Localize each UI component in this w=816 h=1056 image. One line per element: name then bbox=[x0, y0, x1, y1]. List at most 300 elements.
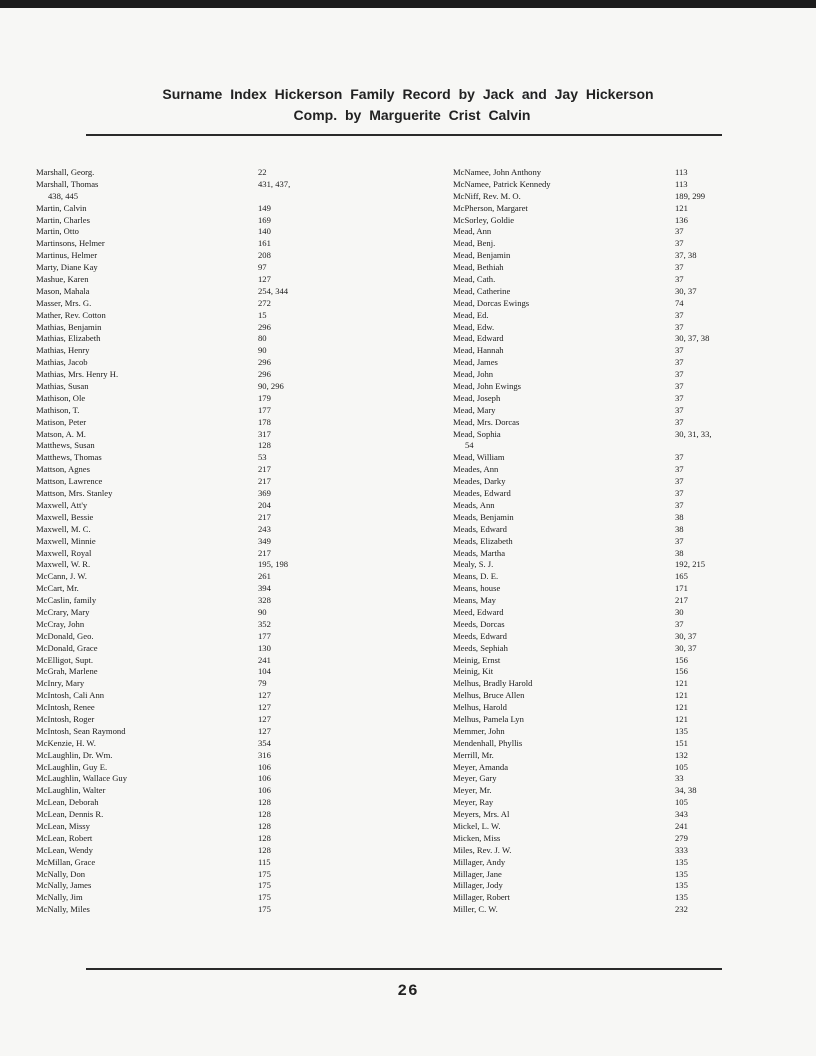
entry-pages: 37, 38 bbox=[675, 250, 697, 261]
entry-name: Mead, Mary bbox=[453, 404, 496, 415]
index-entry bbox=[36, 845, 376, 857]
entry-pages: 33 bbox=[675, 773, 684, 784]
index-entry bbox=[36, 167, 376, 179]
entry-pages: 128 bbox=[258, 797, 271, 808]
entry-pages: 37 bbox=[675, 262, 684, 273]
entry-name: Meads, Edward bbox=[453, 523, 507, 534]
index-entry bbox=[453, 357, 753, 369]
entry-pages: 175 bbox=[258, 892, 271, 903]
entry-name: Mead, Mrs. Dorcas bbox=[453, 416, 520, 427]
entry-name: Mathison, Ole bbox=[36, 392, 86, 403]
entry-name: Meyer, Mr. bbox=[453, 785, 492, 796]
index-entry bbox=[36, 238, 376, 250]
index-entry bbox=[36, 333, 376, 345]
index-entry bbox=[453, 226, 753, 238]
entry-pages: 135 bbox=[675, 868, 688, 879]
index-entry bbox=[453, 203, 753, 215]
index-entry bbox=[453, 595, 753, 607]
entry-pages: 204 bbox=[258, 499, 271, 510]
entry-pages: 30, 31, 33, bbox=[675, 428, 712, 439]
entry-pages: 106 bbox=[258, 761, 271, 772]
entry-name: Meyers, Mrs. Al bbox=[453, 809, 510, 820]
index-entry bbox=[36, 666, 376, 678]
entry-pages: 261 bbox=[258, 571, 271, 582]
entry-pages: 296 bbox=[258, 369, 271, 380]
entry-name: Mason, Mahala bbox=[36, 285, 90, 296]
index-entry bbox=[453, 559, 753, 571]
index-entry bbox=[36, 203, 376, 215]
index-entry bbox=[36, 393, 376, 405]
index-entry bbox=[36, 714, 376, 726]
entry-name: McElligot, Supt. bbox=[36, 654, 94, 665]
entry-name: McCann, J. W. bbox=[36, 571, 87, 582]
entry-pages: 279 bbox=[675, 832, 688, 843]
entry-pages: 272 bbox=[258, 297, 271, 308]
index-entry bbox=[36, 702, 376, 714]
entry-pages: 135 bbox=[675, 892, 688, 903]
entry-pages: 37 bbox=[675, 452, 684, 463]
entry-pages: 53 bbox=[258, 452, 267, 463]
entry-name: Mead, John bbox=[453, 369, 494, 380]
entry-pages: 38 bbox=[675, 547, 684, 558]
entry-name: McMillan, Grace bbox=[36, 856, 96, 867]
entry-pages: 317 bbox=[258, 428, 271, 439]
entry-pages: 127 bbox=[258, 274, 271, 285]
index-entry bbox=[453, 702, 753, 714]
index-entry bbox=[36, 892, 376, 904]
entry-pages: 128 bbox=[258, 440, 271, 451]
entry-name: Miller, C. W. bbox=[453, 904, 498, 915]
entry-pages: 128 bbox=[258, 844, 271, 855]
entry-name: Meads, Elizabeth bbox=[453, 535, 513, 546]
entry-pages: 121 bbox=[675, 202, 688, 213]
index-entry bbox=[453, 643, 753, 655]
entry-pages: 189, 299 bbox=[675, 190, 706, 201]
index-entry bbox=[36, 405, 376, 417]
entry-pages: 37 bbox=[675, 618, 684, 629]
entry-pages: 175 bbox=[258, 868, 271, 879]
index-entry bbox=[36, 678, 376, 690]
entry-name: Means, D. E. bbox=[453, 571, 499, 582]
entry-pages: 296 bbox=[258, 321, 271, 332]
entry-pages: 431, 437, bbox=[258, 178, 291, 189]
entry-pages: 127 bbox=[258, 690, 271, 701]
entry-pages: 37 bbox=[675, 464, 684, 475]
index-entry bbox=[453, 631, 753, 643]
entry-name: McIntosh, Roger bbox=[36, 713, 95, 724]
entry-pages: 37 bbox=[675, 488, 684, 499]
index-entry bbox=[453, 524, 753, 536]
entry-name: Meinig, Ernst bbox=[453, 654, 501, 665]
entry-pages: 113 bbox=[675, 178, 688, 189]
index-entry bbox=[453, 607, 753, 619]
index-entry bbox=[453, 417, 753, 429]
index-entry bbox=[453, 286, 753, 298]
index-entry bbox=[36, 619, 376, 631]
entry-pages: 135 bbox=[675, 880, 688, 891]
index-entry bbox=[36, 773, 376, 785]
entry-pages: 195, 198 bbox=[258, 559, 289, 570]
index-entry bbox=[36, 857, 376, 869]
entry-pages: 121 bbox=[675, 678, 688, 689]
entry-pages: 135 bbox=[675, 725, 688, 736]
entry-pages: 37 bbox=[675, 404, 684, 415]
index-entry bbox=[453, 345, 753, 357]
entry-name: McIntosh, Sean Raymond bbox=[36, 725, 126, 736]
index-entry bbox=[36, 631, 376, 643]
entry-pages: 130 bbox=[258, 642, 271, 653]
index-entry bbox=[36, 179, 376, 191]
page-number: 26 bbox=[397, 982, 419, 1000]
entry-name: Mead, Sophia bbox=[453, 428, 501, 439]
entry-pages: 369 bbox=[258, 488, 271, 499]
entry-name: Means, house bbox=[453, 583, 501, 594]
index-subtitle: Comp. by Marguerite Crist Calvin bbox=[293, 107, 531, 123]
entry-pages: 156 bbox=[675, 654, 688, 665]
entry-pages: 121 bbox=[675, 690, 688, 701]
index-entry bbox=[453, 238, 753, 250]
entry-pages: 128 bbox=[258, 809, 271, 820]
entry-pages: 140 bbox=[258, 226, 271, 237]
entry-name: McLean, Robert bbox=[36, 832, 93, 843]
index-title: Surname Index Hickerson Family Record by Jack and Jay Hickerson bbox=[162, 86, 654, 102]
index-entry bbox=[453, 536, 753, 548]
index-entry bbox=[453, 821, 753, 833]
entry-pages: 156 bbox=[675, 666, 688, 677]
entry-name: Meades, Edward bbox=[453, 488, 511, 499]
entry-name: McLaughlin, Wallace Guy bbox=[36, 773, 128, 784]
entry-name: McDonald, Geo. bbox=[36, 630, 94, 641]
index-entry bbox=[36, 904, 376, 916]
entry-name: Meeds, Dorcas bbox=[453, 618, 505, 629]
index-entry bbox=[453, 464, 753, 476]
entry-pages: 217 bbox=[258, 476, 271, 487]
entry-pages: 192, 215 bbox=[675, 559, 706, 570]
entry-name: Mattson, Lawrence bbox=[36, 476, 103, 487]
index-entry bbox=[36, 357, 376, 369]
entry-name: Mather, Rev. Cotton bbox=[36, 309, 106, 320]
entry-name: Mead, Cath. bbox=[453, 274, 496, 285]
index-entry bbox=[453, 322, 753, 334]
index-entry-continuation bbox=[453, 440, 753, 452]
index-entry bbox=[36, 821, 376, 833]
index-entry bbox=[453, 773, 753, 785]
index-entry bbox=[36, 726, 376, 738]
entry-name: McNally, Don bbox=[36, 868, 86, 879]
entry-pages: 34, 38 bbox=[675, 785, 697, 796]
entry-name: Matthews, Susan bbox=[36, 440, 95, 451]
index-entry bbox=[36, 797, 376, 809]
index-entry bbox=[36, 524, 376, 536]
index-entry bbox=[36, 452, 376, 464]
entry-name: McNally, Miles bbox=[36, 904, 90, 915]
index-entry bbox=[453, 785, 753, 797]
index-entry bbox=[453, 726, 753, 738]
entry-name: McNally, James bbox=[36, 880, 92, 891]
index-entry bbox=[453, 250, 753, 262]
entry-pages: 30, 37 bbox=[675, 285, 697, 296]
entry-pages: 243 bbox=[258, 523, 271, 534]
entry-pages: 97 bbox=[258, 262, 267, 273]
entry-name: Mead, Benj. bbox=[453, 238, 496, 249]
index-entry bbox=[453, 571, 753, 583]
index-entry bbox=[36, 488, 376, 500]
entry-name: Meads, Ann bbox=[453, 499, 495, 510]
entry-name: Merrill, Mr. bbox=[453, 749, 494, 760]
entry-name: McLean, Missy bbox=[36, 820, 90, 831]
entry-name: Mead, William bbox=[453, 452, 505, 463]
index-entry bbox=[36, 417, 376, 429]
entry-name: Means, May bbox=[453, 595, 496, 606]
index-entry bbox=[36, 500, 376, 512]
entry-name: Matson, A. M. bbox=[36, 428, 86, 439]
entry-pages: 37 bbox=[675, 321, 684, 332]
entry-name: Mead, Edward bbox=[453, 333, 504, 344]
index-entry bbox=[453, 678, 753, 690]
entry-name: Melhus, Harold bbox=[453, 702, 507, 713]
entry-name: Mead, Bethiah bbox=[453, 262, 504, 273]
entry-name: McSorley, Goldie bbox=[453, 214, 515, 225]
entry-name: Meades, Darky bbox=[453, 476, 506, 487]
entry-name: Mead, John Ewings bbox=[453, 381, 522, 392]
entry-pages: 354 bbox=[258, 737, 271, 748]
entry-pages: 37 bbox=[675, 369, 684, 380]
index-entry bbox=[36, 738, 376, 750]
index-entry bbox=[453, 880, 753, 892]
index-entry bbox=[453, 298, 753, 310]
index-entry bbox=[36, 345, 376, 357]
entry-name: Martin, Calvin bbox=[36, 202, 87, 213]
entry-pages: 121 bbox=[675, 702, 688, 713]
entry-name: Meades, Ann bbox=[453, 464, 499, 475]
entry-name: McCray, John bbox=[36, 618, 85, 629]
index-entry bbox=[36, 833, 376, 845]
entry-name: Meed, Edward bbox=[453, 606, 504, 617]
index-entry bbox=[36, 643, 376, 655]
entry-name: Mathison, T. bbox=[36, 404, 80, 415]
entry-name: McLean, Dennis R. bbox=[36, 809, 104, 820]
entry-pages: 165 bbox=[675, 571, 688, 582]
index-entry bbox=[453, 762, 753, 774]
index-entry bbox=[36, 476, 376, 488]
entry-pages: 217 bbox=[258, 464, 271, 475]
entry-name: Mead, Dorcas Ewings bbox=[453, 297, 530, 308]
entry-name: Millager, Andy bbox=[453, 856, 506, 867]
entry-name: McLaughlin, Guy E. bbox=[36, 761, 108, 772]
entry-name: Millager, Robert bbox=[453, 892, 510, 903]
entry-name: Martin, Otto bbox=[36, 226, 79, 237]
entry-name: Maxwell, Bessie bbox=[36, 511, 94, 522]
index-entry bbox=[453, 381, 753, 393]
index-entry bbox=[36, 869, 376, 881]
entry-pages: 37 bbox=[675, 499, 684, 510]
entry-name: McDonald, Grace bbox=[36, 642, 98, 653]
entry-pages: 217 bbox=[258, 511, 271, 522]
index-entry bbox=[36, 690, 376, 702]
entry-pages: 90, 296 bbox=[258, 381, 284, 392]
entry-name: McCrary, Mary bbox=[36, 606, 90, 617]
entry-pages: 30, 37 bbox=[675, 642, 697, 653]
entry-pages: 151 bbox=[675, 737, 688, 748]
entry-name: Mathias, Jacob bbox=[36, 357, 88, 368]
entry-pages: 175 bbox=[258, 880, 271, 891]
entry-name: Mead, Edw. bbox=[453, 321, 495, 332]
entry-name: Melhus, Bradly Harold bbox=[453, 678, 533, 689]
entry-pages: 22 bbox=[258, 167, 267, 177]
entry-pages: 175 bbox=[258, 904, 271, 915]
index-entry bbox=[453, 869, 753, 881]
entry-pages: 217 bbox=[258, 547, 271, 558]
index-entry bbox=[36, 880, 376, 892]
entry-pages: 30, 37 bbox=[675, 630, 697, 641]
entry-pages: 37 bbox=[675, 226, 684, 237]
index-entry-continuation bbox=[36, 191, 376, 203]
entry-pages: 394 bbox=[258, 583, 271, 594]
entry-pages: 254, 344 bbox=[258, 285, 289, 296]
entry-pages: 132 bbox=[675, 749, 688, 760]
index-entry bbox=[453, 179, 753, 191]
entry-name: Marshall, Thomas bbox=[36, 178, 99, 189]
entry-pages: 316 bbox=[258, 749, 271, 760]
index-entry bbox=[453, 690, 753, 702]
entry-name: Mickel, L. W. bbox=[453, 820, 501, 831]
entry-name: Mead, Ann bbox=[453, 226, 492, 237]
index-entry bbox=[36, 322, 376, 334]
entry-pages: 37 bbox=[675, 309, 684, 320]
entry-name: McGrah, Marlene bbox=[36, 666, 98, 677]
entry-pages: 37 bbox=[675, 345, 684, 356]
entry-name: Mathias, Mrs. Henry H. bbox=[36, 369, 119, 380]
index-entry bbox=[453, 797, 753, 809]
entry-pages: 149 bbox=[258, 202, 271, 213]
entry-name: McLean, Wendy bbox=[36, 844, 93, 855]
entry-name: Mattson, Mrs. Stanley bbox=[36, 488, 113, 499]
index-entry bbox=[36, 595, 376, 607]
index-entry bbox=[36, 512, 376, 524]
entry-pages: 135 bbox=[675, 856, 688, 867]
entry-name: Martin, Charles bbox=[36, 214, 90, 225]
entry-pages: 38 bbox=[675, 511, 684, 522]
index-entry bbox=[453, 393, 753, 405]
index-entry bbox=[453, 274, 753, 286]
entry-pages: 352 bbox=[258, 618, 271, 629]
page-header bbox=[0, 84, 816, 126]
entry-name: Memmer, John bbox=[453, 725, 505, 736]
index-entry bbox=[36, 262, 376, 274]
index-entry bbox=[36, 750, 376, 762]
index-entry bbox=[36, 464, 376, 476]
entry-pages: 121 bbox=[675, 713, 688, 724]
index-entry bbox=[36, 250, 376, 262]
entry-name: Masser, Mrs. G. bbox=[36, 297, 92, 308]
index-entry bbox=[453, 512, 753, 524]
index-entry bbox=[36, 274, 376, 286]
entry-pages: 15 bbox=[258, 309, 267, 320]
entry-name: 438, 445 bbox=[48, 190, 79, 201]
entry-pages: 241 bbox=[675, 820, 688, 831]
index-entry bbox=[453, 904, 753, 916]
entry-pages: 113 bbox=[675, 167, 688, 177]
index-entry bbox=[36, 762, 376, 774]
entry-name: Meinig, Kit bbox=[453, 666, 494, 677]
index-entry bbox=[453, 655, 753, 667]
entry-pages: 30, 37, 38 bbox=[675, 333, 710, 344]
entry-pages: 128 bbox=[258, 832, 271, 843]
entry-name: Meeds, Edward bbox=[453, 630, 507, 641]
entry-name: Meyer, Ray bbox=[453, 797, 494, 808]
index-entry bbox=[36, 536, 376, 548]
entry-name: Matthews, Thomas bbox=[36, 452, 102, 463]
entry-name: McNiff, Rev. M. O. bbox=[453, 190, 521, 201]
entry-name: Mattson, Agnes bbox=[36, 464, 90, 475]
index-entry bbox=[453, 405, 753, 417]
entry-name: Maxwell, M. C. bbox=[36, 523, 91, 534]
entry-name: Miles, Rev. J. W. bbox=[453, 844, 512, 855]
index-entry bbox=[36, 440, 376, 452]
entry-pages: 241 bbox=[258, 654, 271, 665]
entry-name: McKenzie, H. W. bbox=[36, 737, 96, 748]
index-entry bbox=[453, 429, 753, 441]
index-entry bbox=[453, 548, 753, 560]
entry-pages: 333 bbox=[675, 844, 688, 855]
index-entry bbox=[453, 476, 753, 488]
entry-name: Mashue, Karen bbox=[36, 274, 89, 285]
entry-name: Mathias, Benjamin bbox=[36, 321, 102, 332]
entry-name: Meads, Martha bbox=[453, 547, 506, 558]
entry-pages: 127 bbox=[258, 725, 271, 736]
entry-name: Maxwell, W. R. bbox=[36, 559, 91, 570]
index-entry bbox=[453, 167, 753, 179]
entry-name: Millager, Jane bbox=[453, 868, 502, 879]
entry-name: Marshall, Georg. bbox=[36, 167, 95, 177]
entry-pages: 232 bbox=[675, 904, 688, 915]
entry-name: Mathias, Henry bbox=[36, 345, 90, 356]
top-border bbox=[0, 0, 816, 8]
entry-pages: 161 bbox=[258, 238, 271, 249]
entry-name: McIntosh, Cali Ann bbox=[36, 690, 105, 701]
entry-name: Martinus, Helmer bbox=[36, 250, 98, 261]
entry-name: Maxwell, Att'y bbox=[36, 499, 88, 510]
entry-name: Melhus, Bruce Allen bbox=[453, 690, 525, 701]
entry-pages: 37 bbox=[675, 274, 684, 285]
index-entry bbox=[36, 215, 376, 227]
entry-name: Mead, Joseph bbox=[453, 392, 501, 403]
index-entry bbox=[453, 714, 753, 726]
entry-name: Mead, Benjamin bbox=[453, 250, 511, 261]
entry-pages: 178 bbox=[258, 416, 271, 427]
entry-name: Micken, Miss bbox=[453, 832, 501, 843]
index-entry bbox=[453, 500, 753, 512]
index-column-left bbox=[36, 167, 376, 916]
index-entry bbox=[36, 286, 376, 298]
entry-name: Mathias, Susan bbox=[36, 381, 89, 392]
entry-pages: 90 bbox=[258, 345, 267, 356]
entry-pages: 171 bbox=[675, 583, 688, 594]
entry-name: McPherson, Margaret bbox=[453, 202, 528, 213]
entry-pages: 79 bbox=[258, 678, 267, 689]
entry-pages: 208 bbox=[258, 250, 271, 261]
index-entry bbox=[453, 845, 753, 857]
index-entry bbox=[36, 559, 376, 571]
entry-name: Mead, James bbox=[453, 357, 498, 368]
entry-name: Marty, Diane Kay bbox=[36, 262, 98, 273]
entry-name: Mead, Catherine bbox=[453, 285, 511, 296]
entry-pages: 37 bbox=[675, 535, 684, 546]
index-entry bbox=[453, 583, 753, 595]
entry-pages: 127 bbox=[258, 713, 271, 724]
entry-name: McCart, Mr. bbox=[36, 583, 79, 594]
index-entry bbox=[453, 215, 753, 227]
